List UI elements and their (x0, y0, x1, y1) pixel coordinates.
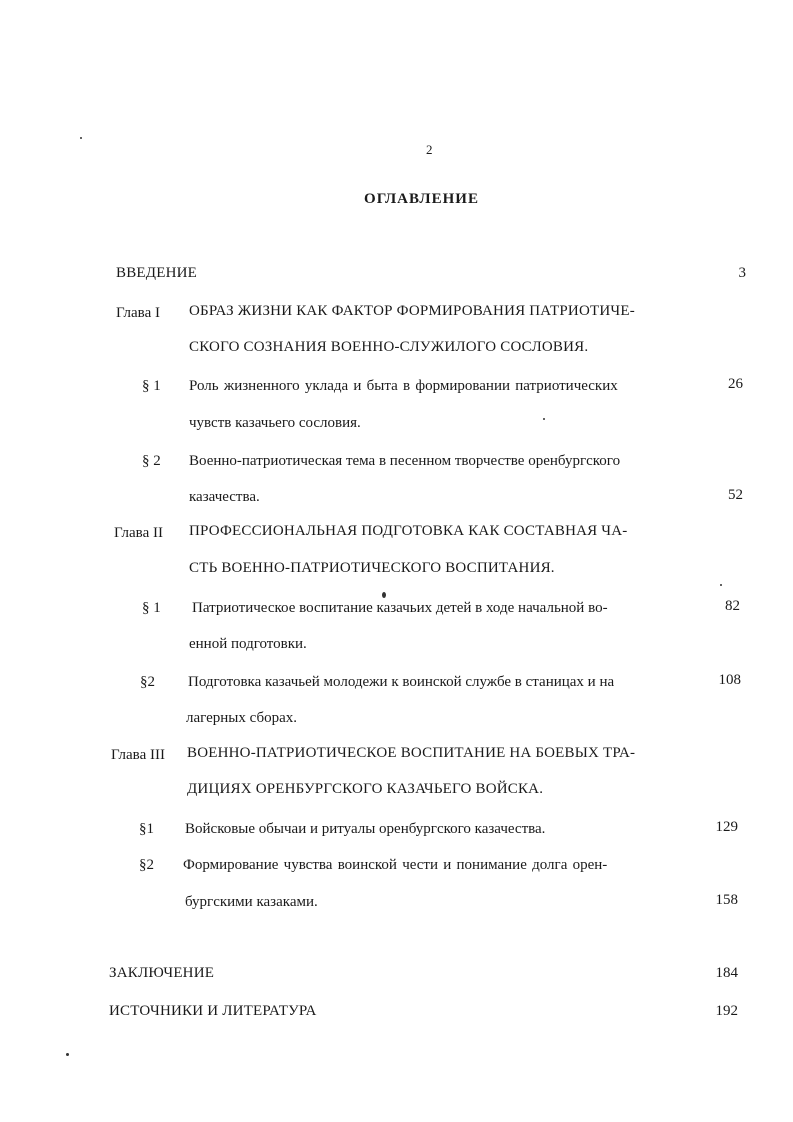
chapter-1-section-1-line-2: чувств казачьего сословия. (189, 415, 361, 431)
chapter-2-section-1-page: 82 (725, 598, 740, 614)
chapter-3-section-2-page: 158 (715, 892, 738, 908)
chapter-3-label: Глава III (111, 747, 165, 763)
chapter-2-label: Глава II (114, 525, 163, 541)
chapter-1-section-2-line-1: Военно-патриотическая тема в песенном творчестве оренбургского (189, 453, 621, 469)
toc-conclusion-label: ЗАКЛЮЧЕНИЕ (109, 965, 215, 981)
page-number: 2 (426, 142, 433, 157)
chapter-3-section-2-line-1: Формирование чувства воинской чести и понимание долга орен- (183, 857, 608, 873)
chapter-2-section-2-line-2: лагерных сборах. (186, 710, 297, 726)
toc-title: ОГЛАВЛЕНИЕ (364, 191, 479, 207)
chapter-3-title-line-1: ВОЕННО-ПАТРИОТИЧЕСКОЕ ВОСПИТАНИЕ НА БОЕВЫХ ТРА- (187, 745, 636, 761)
chapter-3-section-1-page: 129 (715, 819, 738, 835)
toc-intro-label: ВВЕДЕНИЕ (116, 265, 197, 281)
chapter-3-section-1-num: §1 (139, 821, 154, 837)
chapter-2-section-1-line-2: енной подготовки. (189, 636, 307, 652)
chapter-2-title-line-2: СТЬ ВОЕННО-ПАТРИОТИЧЕСКОГО ВОСПИТАНИЯ. (189, 560, 555, 576)
chapter-2-section-2-num: §2 (140, 674, 155, 690)
chapter-1-label: Глава I (116, 305, 160, 321)
chapter-1-section-2-num: § 2 (142, 453, 161, 469)
scan-speck (382, 592, 386, 598)
scan-speck (543, 418, 545, 420)
toc-sources-page: 192 (715, 1003, 738, 1019)
scan-speck (66, 1053, 69, 1056)
chapter-2-section-2-line-1: Подготовка казачьей молодежи к воинской службе в станицах и на (188, 674, 615, 690)
chapter-3-title-line-2: ДИЦИЯХ ОРЕНБУРГСКОГО КАЗАЧЬЕГО ВОЙСКА. (187, 781, 544, 797)
scan-speck (720, 584, 722, 586)
chapter-1-title-line-2: СКОГО СОЗНАНИЯ ВОЕННО-СЛУЖИЛОГО СОСЛОВИЯ. (189, 339, 589, 355)
chapter-2-title-line-1: ПРОФЕССИОНАЛЬНАЯ ПОДГОТОВКА КАК СОСТАВНАЯ ЧА- (189, 523, 628, 539)
toc-conclusion-page: 184 (715, 965, 738, 981)
chapter-1-section-2-line-2: казачества. (189, 489, 260, 505)
chapter-3-section-2-num: §2 (139, 857, 154, 873)
chapter-3-section-2-line-2: бургскими казаками. (185, 894, 318, 910)
chapter-3-section-1-line-1: Войсковые обычаи и ритуалы оренбургского казачества. (185, 821, 546, 837)
chapter-1-section-1-num: § 1 (142, 378, 161, 394)
chapter-2-section-1-line-1: Патриотическое воспитание казачьих детей в ходе начальной во- (192, 600, 608, 616)
chapter-1-section-1-line-1: Роль жизненного уклада и быта в формировании патриотических (189, 378, 618, 394)
toc-sources-label: ИСТОЧНИКИ И ЛИТЕРАТУРА (109, 1003, 317, 1019)
scan-speck (80, 137, 82, 139)
chapter-1-title-line-1: ОБРАЗ ЖИЗНИ КАК ФАКТОР ФОРМИРОВАНИЯ ПАТРИОТИЧЕ- (189, 303, 635, 319)
chapter-2-section-2-page: 108 (718, 672, 741, 688)
chapter-2-section-1-num: § 1 (142, 600, 161, 616)
toc-intro-page: 3 (738, 265, 746, 281)
chapter-1-section-1-page: 26 (728, 376, 743, 392)
chapter-1-section-2-page: 52 (728, 487, 743, 503)
